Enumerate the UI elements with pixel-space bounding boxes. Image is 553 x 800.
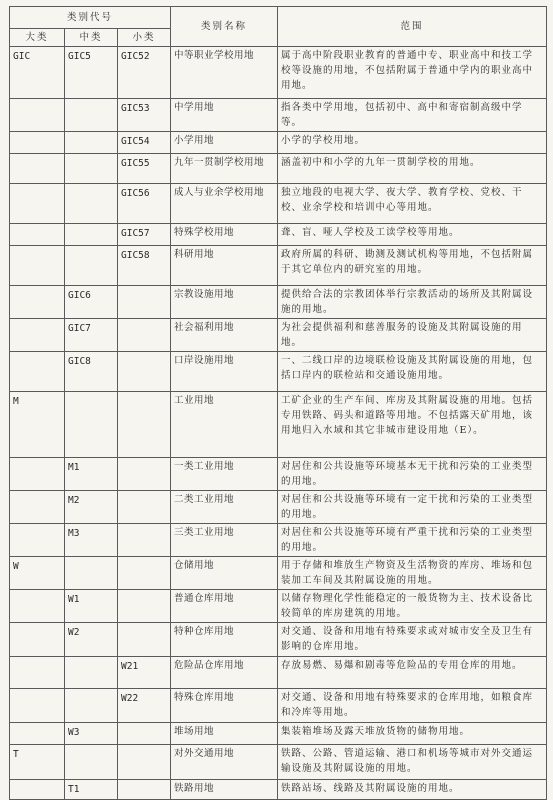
header-code-group: 类别代号 <box>10 7 171 29</box>
category-scope: 小学的学校用地。 <box>278 132 547 154</box>
category-name: 特殊仓库用地 <box>171 689 278 723</box>
category-scope: 铁路、公路、管道运输、港口和机场等城市对外交通运输设施及其附属设施的用地。 <box>278 745 547 780</box>
category-name: 特种仓库用地 <box>171 623 278 657</box>
minor-class-code: GIC54 <box>118 132 171 154</box>
category-scope: 以储存物理化学性能稳定的一般货物为主、技术设备比较简单的库房建筑的用地。 <box>278 590 547 623</box>
category-scope: 为社会提供福利和慈善服务的设施及其附属设施的用地。 <box>278 319 547 352</box>
header-minor-class: 小类 <box>118 29 171 47</box>
category-scope: 独立地段的电视大学、夜大学、教育学校、党校、干校、业余学校和培训中心等用地。 <box>278 184 547 224</box>
medium-class-code: GIC5 <box>65 47 118 99</box>
medium-class-code <box>65 392 118 458</box>
major-class-code <box>10 132 65 154</box>
major-class-code <box>10 319 65 352</box>
category-name: 危险品仓库用地 <box>171 657 278 689</box>
major-class-code <box>10 623 65 657</box>
category-scope: 铁路站场、线路及其附属设施的用地。 <box>278 780 547 800</box>
category-scope: 属于高中阶段职业教育的普通中专、职业高中和技工学校等设施的用地，不包括附属于普通中学内的职业高中用地。 <box>278 47 547 99</box>
category-scope: 涵盖初中和小学的九年一贯制学校的用地。 <box>278 154 547 184</box>
table-row <box>10 224 547 246</box>
category-name: 铁路用地 <box>171 780 278 800</box>
minor-class-code <box>118 780 171 800</box>
category-scope: 聋、盲、哑人学校及工读学校等用地。 <box>278 224 547 246</box>
medium-class-code <box>65 657 118 689</box>
major-class-code <box>10 246 65 286</box>
medium-class-code: T1 <box>65 780 118 800</box>
category-name: 工业用地 <box>171 392 278 458</box>
medium-class-code: GIC6 <box>65 286 118 319</box>
major-class-code <box>10 154 65 184</box>
minor-class-code: W21 <box>118 657 171 689</box>
minor-class-code <box>118 590 171 623</box>
major-class-code <box>10 780 65 800</box>
category-name: 堆场用地 <box>171 723 278 745</box>
minor-class-code: GIC58 <box>118 246 171 286</box>
minor-class-code <box>118 286 171 319</box>
category-name: 三类工业用地 <box>171 524 278 557</box>
medium-class-code: W2 <box>65 623 118 657</box>
major-class-code <box>10 590 65 623</box>
table-row <box>10 99 547 132</box>
table-row <box>10 524 547 557</box>
land-use-classification-table <box>9 6 547 800</box>
table-row <box>10 491 547 524</box>
category-scope: 存放易燃、易爆和剧毒等危险品的专用仓库的用地。 <box>278 657 547 689</box>
minor-class-code: GIC52 <box>118 47 171 99</box>
medium-class-code: GIC7 <box>65 319 118 352</box>
minor-class-code <box>118 524 171 557</box>
table-row <box>10 154 547 184</box>
category-name: 特殊学校用地 <box>171 224 278 246</box>
category-name: 成人与业余学校用地 <box>171 184 278 224</box>
category-name: 普通仓库用地 <box>171 590 278 623</box>
header-medium-class: 中类 <box>65 29 118 47</box>
table-row <box>10 132 547 154</box>
category-scope: 一、二线口岸的边境联检设施及其附属设施的用地，包括口岸内的联检站和交通设施用地。 <box>278 352 547 392</box>
major-class-code: T <box>10 745 65 780</box>
category-scope: 用于存储和堆放生产物资及生活物资的库房、堆场和包装加工车间及其附属设施的用地。 <box>278 557 547 590</box>
category-name: 九年一贯制学校用地 <box>171 154 278 184</box>
minor-class-code: GIC55 <box>118 154 171 184</box>
minor-class-code <box>118 723 171 745</box>
major-class-code <box>10 184 65 224</box>
major-class-code: M <box>10 392 65 458</box>
major-class-code <box>10 352 65 392</box>
major-class-code <box>10 286 65 319</box>
minor-class-code <box>118 557 171 590</box>
minor-class-code <box>118 458 171 491</box>
minor-class-code <box>118 623 171 657</box>
medium-class-code <box>65 246 118 286</box>
category-name: 小学用地 <box>171 132 278 154</box>
table-row <box>10 47 547 99</box>
minor-class-code: W22 <box>118 689 171 723</box>
category-scope: 政府所属的科研、勘测及测试机构等用地，不包括附属于其它单位内的研究室的用地。 <box>278 246 547 286</box>
category-scope: 集装箱堆场及露天堆放货物的储物用地。 <box>278 723 547 745</box>
medium-class-code: M1 <box>65 458 118 491</box>
category-name: 二类工业用地 <box>171 491 278 524</box>
medium-class-code <box>65 132 118 154</box>
medium-class-code <box>65 224 118 246</box>
table-row <box>10 623 547 657</box>
category-name: 仓储用地 <box>171 557 278 590</box>
major-class-code <box>10 491 65 524</box>
table-row <box>10 689 547 723</box>
major-class-code <box>10 689 65 723</box>
medium-class-code: W1 <box>65 590 118 623</box>
minor-class-code <box>118 352 171 392</box>
table-row <box>10 657 547 689</box>
major-class-code <box>10 224 65 246</box>
medium-class-code <box>65 154 118 184</box>
medium-class-code <box>65 557 118 590</box>
category-name: 中学用地 <box>171 99 278 132</box>
minor-class-code <box>118 392 171 458</box>
minor-class-code: GIC57 <box>118 224 171 246</box>
major-class-code: W <box>10 557 65 590</box>
medium-class-code <box>65 689 118 723</box>
header-major-class: 大类 <box>10 29 65 47</box>
medium-class-code: GIC8 <box>65 352 118 392</box>
category-name: 口岸设施用地 <box>171 352 278 392</box>
medium-class-code <box>65 745 118 780</box>
table-row <box>10 286 547 319</box>
category-name: 社会福利用地 <box>171 319 278 352</box>
table-row <box>10 745 547 780</box>
category-scope: 对居住和公共设施等环境有严重干扰和污染的工业类型的用地。 <box>278 524 547 557</box>
major-class-code <box>10 99 65 132</box>
category-scope: 对居住和公共设施等环境有一定干扰和污染的工业类型的用地。 <box>278 491 547 524</box>
minor-class-code: GIC56 <box>118 184 171 224</box>
header-scope: 范围 <box>278 7 547 47</box>
medium-class-code: W3 <box>65 723 118 745</box>
table-row <box>10 458 547 491</box>
minor-class-code <box>118 745 171 780</box>
minor-class-code <box>118 491 171 524</box>
medium-class-code: M3 <box>65 524 118 557</box>
minor-class-code <box>118 319 171 352</box>
header-category-name: 类别名称 <box>171 7 278 47</box>
category-name: 宗教设施用地 <box>171 286 278 319</box>
table-row <box>10 723 547 745</box>
category-name: 科研用地 <box>171 246 278 286</box>
table-row <box>10 352 547 392</box>
category-scope: 对居住和公共设施等环境基本无干扰和污染的工业类型的用地。 <box>278 458 547 491</box>
table-body <box>10 47 547 800</box>
major-class-code <box>10 458 65 491</box>
medium-class-code <box>65 99 118 132</box>
table-row <box>10 590 547 623</box>
table-row <box>10 392 547 458</box>
category-name: 对外交通用地 <box>171 745 278 780</box>
medium-class-code <box>65 184 118 224</box>
major-class-code: GIC <box>10 47 65 99</box>
category-scope: 工矿企业的生产车间、库房及其附属设施的用地。包括专用铁路、码头和道路等用地。不包括露天矿用地，该用地归入水域和其它非城市建设用地（E）。 <box>278 392 547 458</box>
major-class-code <box>10 657 65 689</box>
category-scope: 对交通、设备和用地有特殊要求的仓库用地，如粮食库和冷库等用地。 <box>278 689 547 723</box>
table-row <box>10 557 547 590</box>
category-scope: 对交通、设备和用地有特殊要求或对城市安全及卫生有影响的仓库用地。 <box>278 623 547 657</box>
table-row <box>10 184 547 224</box>
minor-class-code: GIC53 <box>118 99 171 132</box>
category-name: 一类工业用地 <box>171 458 278 491</box>
medium-class-code: M2 <box>65 491 118 524</box>
major-class-code <box>10 723 65 745</box>
table-row <box>10 780 547 800</box>
category-scope: 指各类中学用地，包括初中、高中和寄宿制高级中学等。 <box>278 99 547 132</box>
major-class-code <box>10 524 65 557</box>
table-row <box>10 319 547 352</box>
category-name: 中等职业学校用地 <box>171 47 278 99</box>
table-row <box>10 246 547 286</box>
category-scope: 提供给合法的宗教团体举行宗教活动的场所及其附属设施的用地。 <box>278 286 547 319</box>
